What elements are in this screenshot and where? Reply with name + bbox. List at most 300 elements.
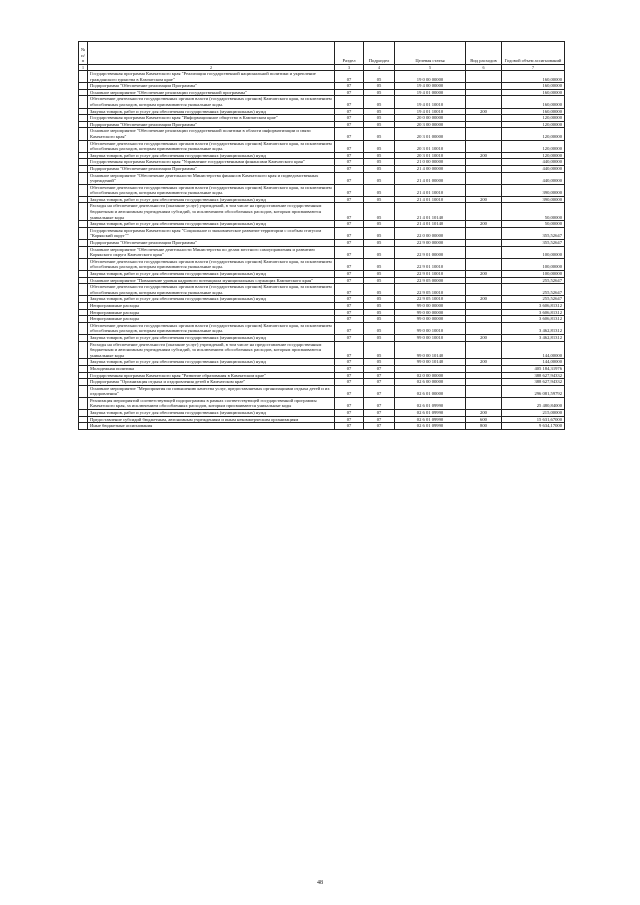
table-row: [79, 240, 565, 247]
row-amount-cell: 160,00000: [502, 108, 565, 115]
row-razdel-cell: 07: [335, 121, 364, 128]
row-podrazdel-cell: 07: [364, 416, 395, 423]
row-number-cell: [79, 240, 88, 247]
table-row: [79, 71, 565, 83]
row-podrazdel-cell: 07: [364, 423, 395, 430]
table-row: [79, 83, 565, 90]
row-expense-type-cell: [466, 341, 502, 359]
row-podrazdel-cell: 07: [364, 385, 395, 397]
row-name-cell: Непрограммные расходы: [88, 316, 335, 323]
row-razdel-cell: 07: [335, 365, 364, 372]
row-amount-cell: 3 606,81312: [502, 302, 565, 309]
row-amount-cell: 255,52647: [502, 296, 565, 303]
table-row: [79, 341, 565, 359]
row-amount-cell: 296 081,59792: [502, 385, 565, 397]
row-amount-cell: 3 462,81312: [502, 334, 565, 341]
table-row: [79, 322, 565, 334]
row-amount-cell: 3 462,81312: [502, 322, 565, 334]
row-razdel-cell: 07: [335, 309, 364, 316]
row-podrazdel-cell: 05: [364, 121, 395, 128]
row-razdel-cell: 07: [335, 296, 364, 303]
row-target-article-cell: 21 4 01 10140: [395, 221, 466, 228]
row-expense-type-cell: [466, 246, 502, 258]
row-number-cell: [79, 115, 88, 122]
row-name-cell: Государственная программа Камчатского края "Социальное и экономическое развитие территории с особым статусом "Корякский округ"": [88, 227, 335, 239]
row-podrazdel-cell: 05: [364, 172, 395, 184]
row-name-cell: Закупка товаров, работ и услуг для обеспечения государственных (муниципальных) нужд: [88, 271, 335, 278]
row-expense-type-cell: 200: [466, 108, 502, 115]
table-row: [79, 416, 565, 423]
row-razdel-cell: 07: [335, 359, 364, 366]
row-expense-type-cell: 200: [466, 334, 502, 341]
row-target-article-cell: 22 9 05 10010: [395, 296, 466, 303]
row-name-cell: Расходы на обеспечение деятельности (оказание услуг) учреждений, в том числе на предоставление государственным бюджетным и автономным учреждениям субсидий, за исключением обособленных расходов, которым присваиваются уникальные коды: [88, 341, 335, 359]
row-name-cell: Обеспечение деятельности государственных органов власти (государственных органов) Камчатского края, за исключением обособленных расходов, которым присваиваются уникальные коды.: [88, 96, 335, 108]
row-number-cell: [79, 140, 88, 152]
row-target-article-cell: 19 0 00 00000: [395, 71, 466, 83]
row-razdel-cell: 07: [335, 379, 364, 386]
row-expense-type-cell: [466, 227, 502, 239]
row-number-cell: [79, 365, 88, 372]
row-target-article-cell: 02 6 01 09990: [395, 410, 466, 417]
row-number-cell: [79, 410, 88, 417]
row-amount-cell: 50,00000: [502, 203, 565, 221]
column-number-3: 3: [335, 65, 364, 71]
table-row: [79, 379, 565, 386]
table-row: [79, 359, 565, 366]
column-number-6: 6: [466, 65, 502, 71]
row-podrazdel-cell: 05: [364, 296, 395, 303]
row-name-cell: Закупка товаров, работ и услуг для обеспечения государственных (муниципальных) нужд: [88, 296, 335, 303]
row-podrazdel-cell: 05: [364, 334, 395, 341]
row-razdel-cell: 07: [335, 83, 364, 90]
column-number-7: 7: [502, 65, 565, 71]
row-target-article-cell: 20 0 00 00000: [395, 115, 466, 122]
row-amount-cell: 405 184,31976: [502, 365, 565, 372]
row-target-article-cell: 02 6 00 00000: [395, 379, 466, 386]
row-razdel-cell: 07: [335, 96, 364, 108]
row-name-cell: Закупка товаров, работ и услуг для обеспечения государственных (муниципальных) нужд: [88, 410, 335, 417]
header-row: [79, 42, 565, 65]
row-amount-cell: 160,00000: [502, 71, 565, 83]
row-expense-type-cell: [466, 165, 502, 172]
row-expense-type-cell: [466, 140, 502, 152]
budget-table: [78, 41, 565, 430]
row-target-article-cell: 02 6 01 00000: [395, 385, 466, 397]
row-amount-cell: 255,52647: [502, 284, 565, 296]
row-name-cell: Основное мероприятие "Мероприятия по повышению качества услуг, предоставляемых организациями отдыха детей и их оздоровления": [88, 385, 335, 397]
row-expense-type-cell: [466, 316, 502, 323]
row-podrazdel-cell: 07: [364, 372, 395, 379]
row-number-cell: [79, 341, 88, 359]
table-row: [79, 221, 565, 228]
row-number-cell: [79, 89, 88, 96]
row-target-article-cell: 22 0 00 00000: [395, 227, 466, 239]
row-number-cell: [79, 203, 88, 221]
row-amount-cell: 120,00000: [502, 140, 565, 152]
row-expense-type-cell: 200: [466, 296, 502, 303]
row-name-cell: Основное мероприятие "Обеспечение реализации государственной программы": [88, 89, 335, 96]
row-name-cell: Подпрограмма "Обеспечение реализации Программы": [88, 240, 335, 247]
table-row: [79, 302, 565, 309]
row-razdel-cell: 07: [335, 89, 364, 96]
row-expense-type-cell: [466, 121, 502, 128]
table-row: [79, 410, 565, 417]
table-row: [79, 172, 565, 184]
row-name-cell: Государственная программа Камчатского края "Управление государственными финансами Камчатского края": [88, 159, 335, 166]
row-number-cell: [79, 83, 88, 90]
row-amount-cell: 100,00000: [502, 246, 565, 258]
row-razdel-cell: 07: [335, 397, 364, 409]
row-name-cell: Молодежная политика: [88, 365, 335, 372]
row-number-cell: [79, 359, 88, 366]
row-number-cell: [79, 334, 88, 341]
row-razdel-cell: 07: [335, 322, 364, 334]
table-row: [79, 296, 565, 303]
row-razdel-cell: 07: [335, 302, 364, 309]
row-razdel-cell: 07: [335, 284, 364, 296]
row-expense-type-cell: [466, 96, 502, 108]
row-razdel-cell: 07: [335, 372, 364, 379]
row-amount-cell: 440,00000: [502, 172, 565, 184]
row-amount-cell: 100,00000: [502, 271, 565, 278]
table-row: [79, 121, 565, 128]
row-number-cell: [79, 96, 88, 108]
row-name-cell: Закупка товаров, работ и услуг для обеспечения государственных (муниципальных) нужд: [88, 108, 335, 115]
row-name-cell: Подпрограмма "Обеспечение реализации Программы": [88, 165, 335, 172]
row-amount-cell: 160,00000: [502, 83, 565, 90]
row-expense-type-cell: [466, 240, 502, 247]
row-podrazdel-cell: 05: [364, 152, 395, 159]
table-row: [79, 89, 565, 96]
row-razdel-cell: 07: [335, 221, 364, 228]
column-number-5: 5: [395, 65, 466, 71]
row-name-cell: Обеспечение деятельности государственных органов власти (государственных органов) Камчатского края, за исключением обособленных расходов, которым присваиваются уникальные коды.: [88, 284, 335, 296]
row-podrazdel-cell: 05: [364, 227, 395, 239]
row-expense-type-cell: [466, 203, 502, 221]
row-razdel-cell: 07: [335, 227, 364, 239]
row-target-article-cell: 02 0 00 00000: [395, 372, 466, 379]
row-podrazdel-cell: 05: [364, 309, 395, 316]
table-row: [79, 246, 565, 258]
row-target-article-cell: 02 6 01 09990: [395, 397, 466, 409]
row-expense-type-cell: [466, 184, 502, 196]
row-expense-type-cell: 200: [466, 152, 502, 159]
row-razdel-cell: 07: [335, 172, 364, 184]
row-amount-cell: 440,00000: [502, 159, 565, 166]
row-target-article-cell: 19 4 01 00000: [395, 89, 466, 96]
row-podrazdel-cell: 05: [364, 71, 395, 83]
header-cell-podrazdel: Подраздел: [364, 42, 395, 65]
row-target-article-cell: 22 9 01 10010: [395, 258, 466, 270]
row-target-article-cell: 99 0 00 00000: [395, 309, 466, 316]
row-target-article-cell: 22 9 00 00000: [395, 240, 466, 247]
row-number-cell: [79, 379, 88, 386]
row-name-cell: Основное мероприятие "Обеспечение деятельности Министерства по делам местного самоуправления и развитию Корякского округа Камчатского края": [88, 246, 335, 258]
row-name-cell: Закупка товаров, работ и услуг для обеспечения государственных (муниципальных) нужд: [88, 359, 335, 366]
row-name-cell: Закупка товаров, работ и услуг для обеспечения государственных (муниципальных) нужд: [88, 334, 335, 341]
table-row: [79, 277, 565, 284]
row-amount-cell: 120,00000: [502, 121, 565, 128]
table-row: [79, 196, 565, 203]
row-name-cell: Непрограммные расходы: [88, 309, 335, 316]
row-razdel-cell: 07: [335, 277, 364, 284]
row-expense-type-cell: 600: [466, 416, 502, 423]
row-number-cell: [79, 159, 88, 166]
header-cell-number: № п/п: [79, 42, 88, 65]
row-target-article-cell: 20 3 01 10010: [395, 152, 466, 159]
row-podrazdel-cell: 05: [364, 159, 395, 166]
row-podrazdel-cell: 05: [364, 165, 395, 172]
row-expense-type-cell: [466, 365, 502, 372]
row-target-article-cell: 02 6 01 09990: [395, 416, 466, 423]
table-row: [79, 159, 565, 166]
row-amount-cell: 388 627,94332: [502, 372, 565, 379]
row-amount-cell: 390,00000: [502, 196, 565, 203]
budget-sheet: [78, 41, 564, 430]
table-row: [79, 115, 565, 122]
row-razdel-cell: 07: [335, 159, 364, 166]
row-razdel-cell: 07: [335, 423, 364, 430]
table-row: [79, 165, 565, 172]
row-target-article-cell: 22 9 01 10010: [395, 271, 466, 278]
row-target-article-cell: 21 4 00 00000: [395, 165, 466, 172]
row-name-cell: Обеспечение деятельности государственных органов власти (государственных органов) Камчатского края, за исключением обособленных расходов, которым присваиваются уникальные коды.: [88, 184, 335, 196]
row-name-cell: Закупка товаров, работ и услуг для обеспечения государственных (муниципальных) нужд: [88, 152, 335, 159]
row-podrazdel-cell: 05: [364, 108, 395, 115]
row-amount-cell: 9 634,17000: [502, 423, 565, 430]
row-amount-cell: 355,52647: [502, 227, 565, 239]
row-number-cell: [79, 227, 88, 239]
row-podrazdel-cell: 05: [364, 240, 395, 247]
row-number-cell: [79, 258, 88, 270]
row-target-article-cell: 22 9 05 00000: [395, 277, 466, 284]
row-podrazdel-cell: 05: [364, 203, 395, 221]
row-name-cell: Иные бюджетные ассигнования: [88, 423, 335, 430]
row-number-cell: [79, 309, 88, 316]
table-row: [79, 96, 565, 108]
row-amount-cell: 25 480,84000: [502, 397, 565, 409]
row-target-article-cell: 99 0 00 10010: [395, 334, 466, 341]
row-number-cell: [79, 172, 88, 184]
row-razdel-cell: 07: [335, 240, 364, 247]
row-target-article-cell: 99 0 00 00000: [395, 302, 466, 309]
row-amount-cell: 100,00000: [502, 258, 565, 270]
row-razdel-cell: 07: [335, 108, 364, 115]
row-razdel-cell: 07: [335, 184, 364, 196]
row-amount-cell: 144,00000: [502, 341, 565, 359]
row-target-article-cell: 21 4 01 10010: [395, 184, 466, 196]
table-row: [79, 271, 565, 278]
table-row: [79, 152, 565, 159]
row-expense-type-cell: [466, 302, 502, 309]
row-razdel-cell: 07: [335, 410, 364, 417]
row-number-cell: [79, 108, 88, 115]
row-razdel-cell: 07: [335, 115, 364, 122]
row-target-article-cell: 21 0 00 00000: [395, 159, 466, 166]
row-name-cell: Основное мероприятие "Обеспечение реализации государственной политики в области информатизации и связи Камчатского края": [88, 128, 335, 140]
row-amount-cell: 120,00000: [502, 152, 565, 159]
row-amount-cell: 3 606,81312: [502, 309, 565, 316]
row-amount-cell: 120,00000: [502, 128, 565, 140]
row-podrazdel-cell: 05: [364, 89, 395, 96]
row-expense-type-cell: [466, 385, 502, 397]
row-podrazdel-cell: 05: [364, 128, 395, 140]
row-expense-type-cell: 200: [466, 359, 502, 366]
row-number-cell: [79, 296, 88, 303]
row-target-article-cell: 21 4 01 00000: [395, 172, 466, 184]
table-row: [79, 284, 565, 296]
column-number-4: 4: [364, 65, 395, 71]
row-target-article-cell: 21 4 01 10010: [395, 196, 466, 203]
row-expense-type-cell: [466, 83, 502, 90]
row-name-cell: Закупка товаров, работ и услуг для обеспечения государственных (муниципальных) нужд: [88, 221, 335, 228]
row-target-article-cell: 99 0 00 10140: [395, 341, 466, 359]
row-target-article-cell: 20 3 00 00000: [395, 121, 466, 128]
row-number-cell: [79, 128, 88, 140]
row-podrazdel-cell: 05: [364, 115, 395, 122]
row-razdel-cell: 07: [335, 341, 364, 359]
row-number-cell: [79, 372, 88, 379]
row-name-cell: Основное мероприятие "Обеспечение деятельности Министерства финансов Камчатского края и подведомственных учреждений": [88, 172, 335, 184]
row-razdel-cell: 07: [335, 140, 364, 152]
row-target-article-cell: 19 4 01 10010: [395, 96, 466, 108]
row-amount-cell: 215,00000: [502, 410, 565, 417]
row-expense-type-cell: [466, 309, 502, 316]
row-number-cell: [79, 246, 88, 258]
row-number-cell: [79, 152, 88, 159]
row-target-article-cell: 20 3 01 00000: [395, 128, 466, 140]
row-podrazdel-cell: 05: [364, 271, 395, 278]
row-name-cell: Подпрограмма "Обеспечение реализации Программы": [88, 83, 335, 90]
row-target-article-cell: 20 3 01 10010: [395, 140, 466, 152]
row-razdel-cell: 07: [335, 385, 364, 397]
row-number-cell: [79, 302, 88, 309]
row-name-cell: Расходы на обеспечение деятельности (оказание услуг) учреждений, в том числе на предоставление государственным бюджетным и автономным учреждениям субсидий, за исключением обособленных расходов, которым присваиваются уникальные коды: [88, 203, 335, 221]
row-expense-type-cell: [466, 115, 502, 122]
row-expense-type-cell: [466, 258, 502, 270]
row-expense-type-cell: [466, 128, 502, 140]
row-amount-cell: 355,52647: [502, 240, 565, 247]
row-razdel-cell: 07: [335, 128, 364, 140]
row-expense-type-cell: [466, 372, 502, 379]
row-name-cell: Государственная программа Камчатского края "Информационное общество в Камчатском крае": [88, 115, 335, 122]
row-number-cell: [79, 416, 88, 423]
row-name-cell: Непрограммные расходы: [88, 302, 335, 309]
row-amount-cell: 15 631,67000: [502, 416, 565, 423]
row-podrazdel-cell: 05: [364, 322, 395, 334]
row-podrazdel-cell: 05: [364, 341, 395, 359]
row-expense-type-cell: 200: [466, 221, 502, 228]
column-number-2: 2: [88, 65, 335, 71]
row-amount-cell: 3 606,81312: [502, 316, 565, 323]
row-podrazdel-cell: 07: [364, 397, 395, 409]
row-expense-type-cell: [466, 172, 502, 184]
row-expense-type-cell: [466, 284, 502, 296]
row-number-cell: [79, 165, 88, 172]
row-expense-type-cell: [466, 277, 502, 284]
row-amount-cell: 160,00000: [502, 89, 565, 96]
row-expense-type-cell: 200: [466, 410, 502, 417]
table-row: [79, 108, 565, 115]
row-podrazdel-cell: 05: [364, 359, 395, 366]
table-row: [79, 128, 565, 140]
table-row: [79, 203, 565, 221]
row-razdel-cell: 07: [335, 196, 364, 203]
row-podrazdel-cell: 07: [364, 379, 395, 386]
row-target-article-cell: 19 4 01 10010: [395, 108, 466, 115]
row-razdel-cell: 07: [335, 165, 364, 172]
row-name-cell: Обеспечение деятельности государственных органов власти (государственных органов) Камчатского края, за исключением обособленных расходов, которым присваиваются уникальные коды.: [88, 140, 335, 152]
row-target-article-cell: 22 9 01 00000: [395, 246, 466, 258]
row-podrazdel-cell: 05: [364, 221, 395, 228]
row-name-cell: Обеспечение деятельности государственных органов власти (государственных органов) Камчатского края, за исключением обособленных расходов, которым присваиваются уникальные коды.: [88, 322, 335, 334]
row-amount-cell: 144,00000: [502, 359, 565, 366]
row-razdel-cell: 07: [335, 416, 364, 423]
row-expense-type-cell: [466, 379, 502, 386]
row-amount-cell: 50,00000: [502, 221, 565, 228]
row-name-cell: Государственная программа Камчатского края "Развитие образования в Камчатском крае": [88, 372, 335, 379]
row-name-cell: Реализация мероприятий соответствующей подпрограммы в рамках соответствующей государственной программы Камчатского края, за исключением обособленных расходов, которым присваиваются уникальные коды: [88, 397, 335, 409]
row-target-article-cell: 21 4 01 10140: [395, 203, 466, 221]
header-cell-razdel: Раздел: [335, 42, 364, 65]
row-podrazdel-cell: 05: [364, 196, 395, 203]
row-expense-type-cell: [466, 397, 502, 409]
row-expense-type-cell: 800: [466, 423, 502, 430]
row-number-cell: [79, 71, 88, 83]
row-podrazdel-cell: 05: [364, 302, 395, 309]
row-number-cell: [79, 121, 88, 128]
row-podrazdel-cell: 07: [364, 365, 395, 372]
row-amount-cell: 388 627,94332: [502, 379, 565, 386]
table-row: [79, 365, 565, 372]
row-razdel-cell: 07: [335, 203, 364, 221]
row-target-article-cell: 99 0 00 00000: [395, 316, 466, 323]
table-row: [79, 184, 565, 196]
row-amount-cell: 440,00000: [502, 165, 565, 172]
header-cell-annual-amount: Годовой объем ассигнований: [502, 42, 565, 65]
row-expense-type-cell: [466, 159, 502, 166]
row-number-cell: [79, 322, 88, 334]
table-row: [79, 227, 565, 239]
row-razdel-cell: 07: [335, 258, 364, 270]
table-row: [79, 423, 565, 430]
table-row: [79, 309, 565, 316]
row-razdel-cell: 07: [335, 316, 364, 323]
row-podrazdel-cell: 05: [364, 246, 395, 258]
row-number-cell: [79, 221, 88, 228]
row-amount-cell: 120,00000: [502, 115, 565, 122]
header-cell-target-article: Целевая статья: [395, 42, 466, 65]
table-row: [79, 397, 565, 409]
header-cell-name: [88, 42, 335, 65]
row-target-article-cell: 99 0 00 10140: [395, 359, 466, 366]
row-podrazdel-cell: 07: [364, 410, 395, 417]
row-number-cell: [79, 385, 88, 397]
table-row: [79, 334, 565, 341]
table-body: [79, 71, 565, 430]
row-target-article-cell: 99 0 00 10010: [395, 322, 466, 334]
row-number-cell: [79, 271, 88, 278]
row-expense-type-cell: [466, 71, 502, 83]
row-razdel-cell: 07: [335, 246, 364, 258]
row-name-cell: Подпрограмма "Обеспечение реализации Программы": [88, 121, 335, 128]
row-number-cell: [79, 397, 88, 409]
row-number-cell: [79, 196, 88, 203]
row-expense-type-cell: [466, 322, 502, 334]
row-razdel-cell: 07: [335, 152, 364, 159]
row-target-article-cell: 19 4 00 00000: [395, 83, 466, 90]
